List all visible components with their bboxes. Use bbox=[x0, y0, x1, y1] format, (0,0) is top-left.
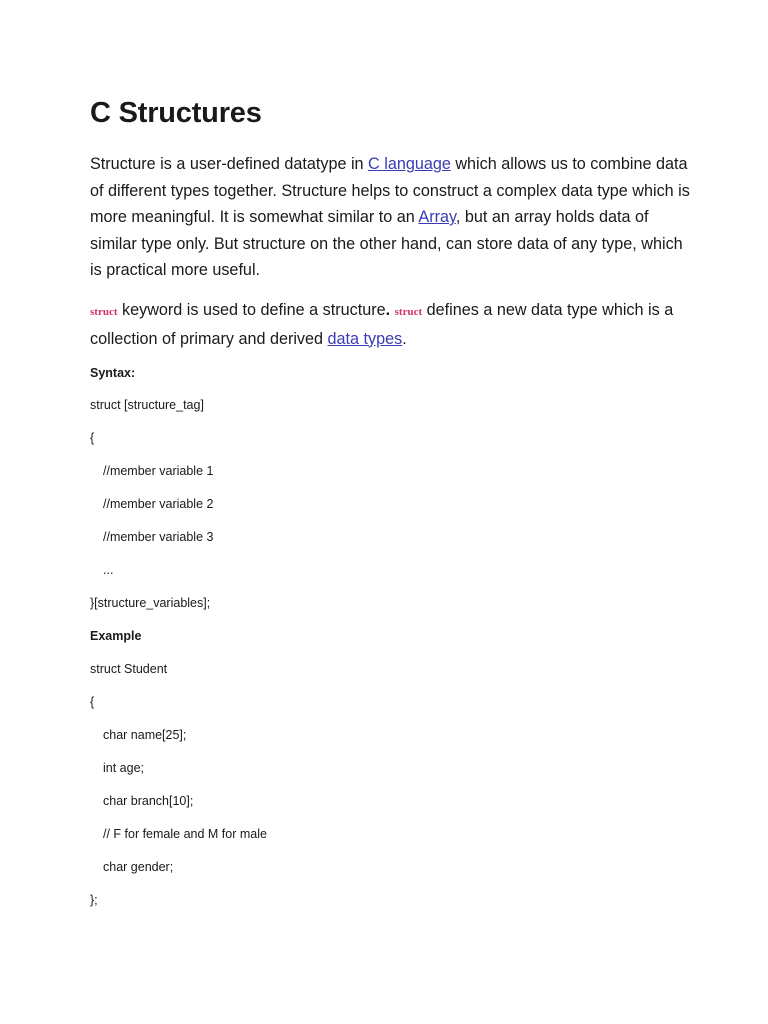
syntax-line: ... bbox=[103, 563, 114, 577]
data-types-link[interactable]: data types bbox=[327, 329, 403, 348]
example-line: { bbox=[90, 695, 95, 709]
keyword-text-2: defines a new data type which is a collection of primary and derived bbox=[90, 301, 674, 348]
syntax-line: { bbox=[90, 431, 95, 445]
example-line: char gender; bbox=[103, 860, 174, 874]
syntax-line: }[structure_variables]; bbox=[90, 596, 211, 610]
example-line: int age; bbox=[103, 761, 145, 775]
syntax-line: //member variable 1 bbox=[103, 464, 214, 478]
keyword-paragraph bbox=[90, 297, 690, 352]
example-line: char name[25]; bbox=[103, 728, 187, 742]
c-language-link[interactable]: C language bbox=[368, 155, 451, 173]
example-line: // F for female and M for male bbox=[103, 827, 267, 841]
example-line: struct Student bbox=[90, 662, 168, 676]
array-link[interactable]: Array bbox=[418, 208, 456, 226]
intro-text-2: which allows us to combine data of different types together. Structure helps to construct a complex data type which is more meaningful. It is somewhat similar to an bbox=[90, 155, 690, 226]
keyword-text-3: . bbox=[402, 329, 407, 348]
page-title: C Structures bbox=[90, 97, 262, 129]
intro-paragraph bbox=[90, 151, 690, 284]
keyword-dot: . bbox=[385, 301, 395, 319]
intro-text-1: Structure is a user-defined datatype in bbox=[90, 155, 369, 173]
syntax-label: Syntax: bbox=[90, 366, 136, 380]
syntax-line: //member variable 2 bbox=[103, 497, 214, 511]
example-label: Example bbox=[90, 629, 142, 643]
keyword-text-1: keyword is used to define a structure bbox=[117, 301, 386, 319]
syntax-line: //member variable 3 bbox=[103, 530, 214, 544]
example-line: }; bbox=[90, 893, 98, 907]
example-line: char branch[10]; bbox=[103, 794, 194, 808]
struct-keyword-2: struct bbox=[394, 306, 423, 318]
struct-keyword-1: struct bbox=[90, 306, 118, 318]
intro-text-3: , but an array holds data of similar type only. But structure on the other hand, can store data of any type, which is practical more useful. bbox=[90, 208, 683, 279]
syntax-line: struct [structure_tag] bbox=[90, 398, 204, 412]
